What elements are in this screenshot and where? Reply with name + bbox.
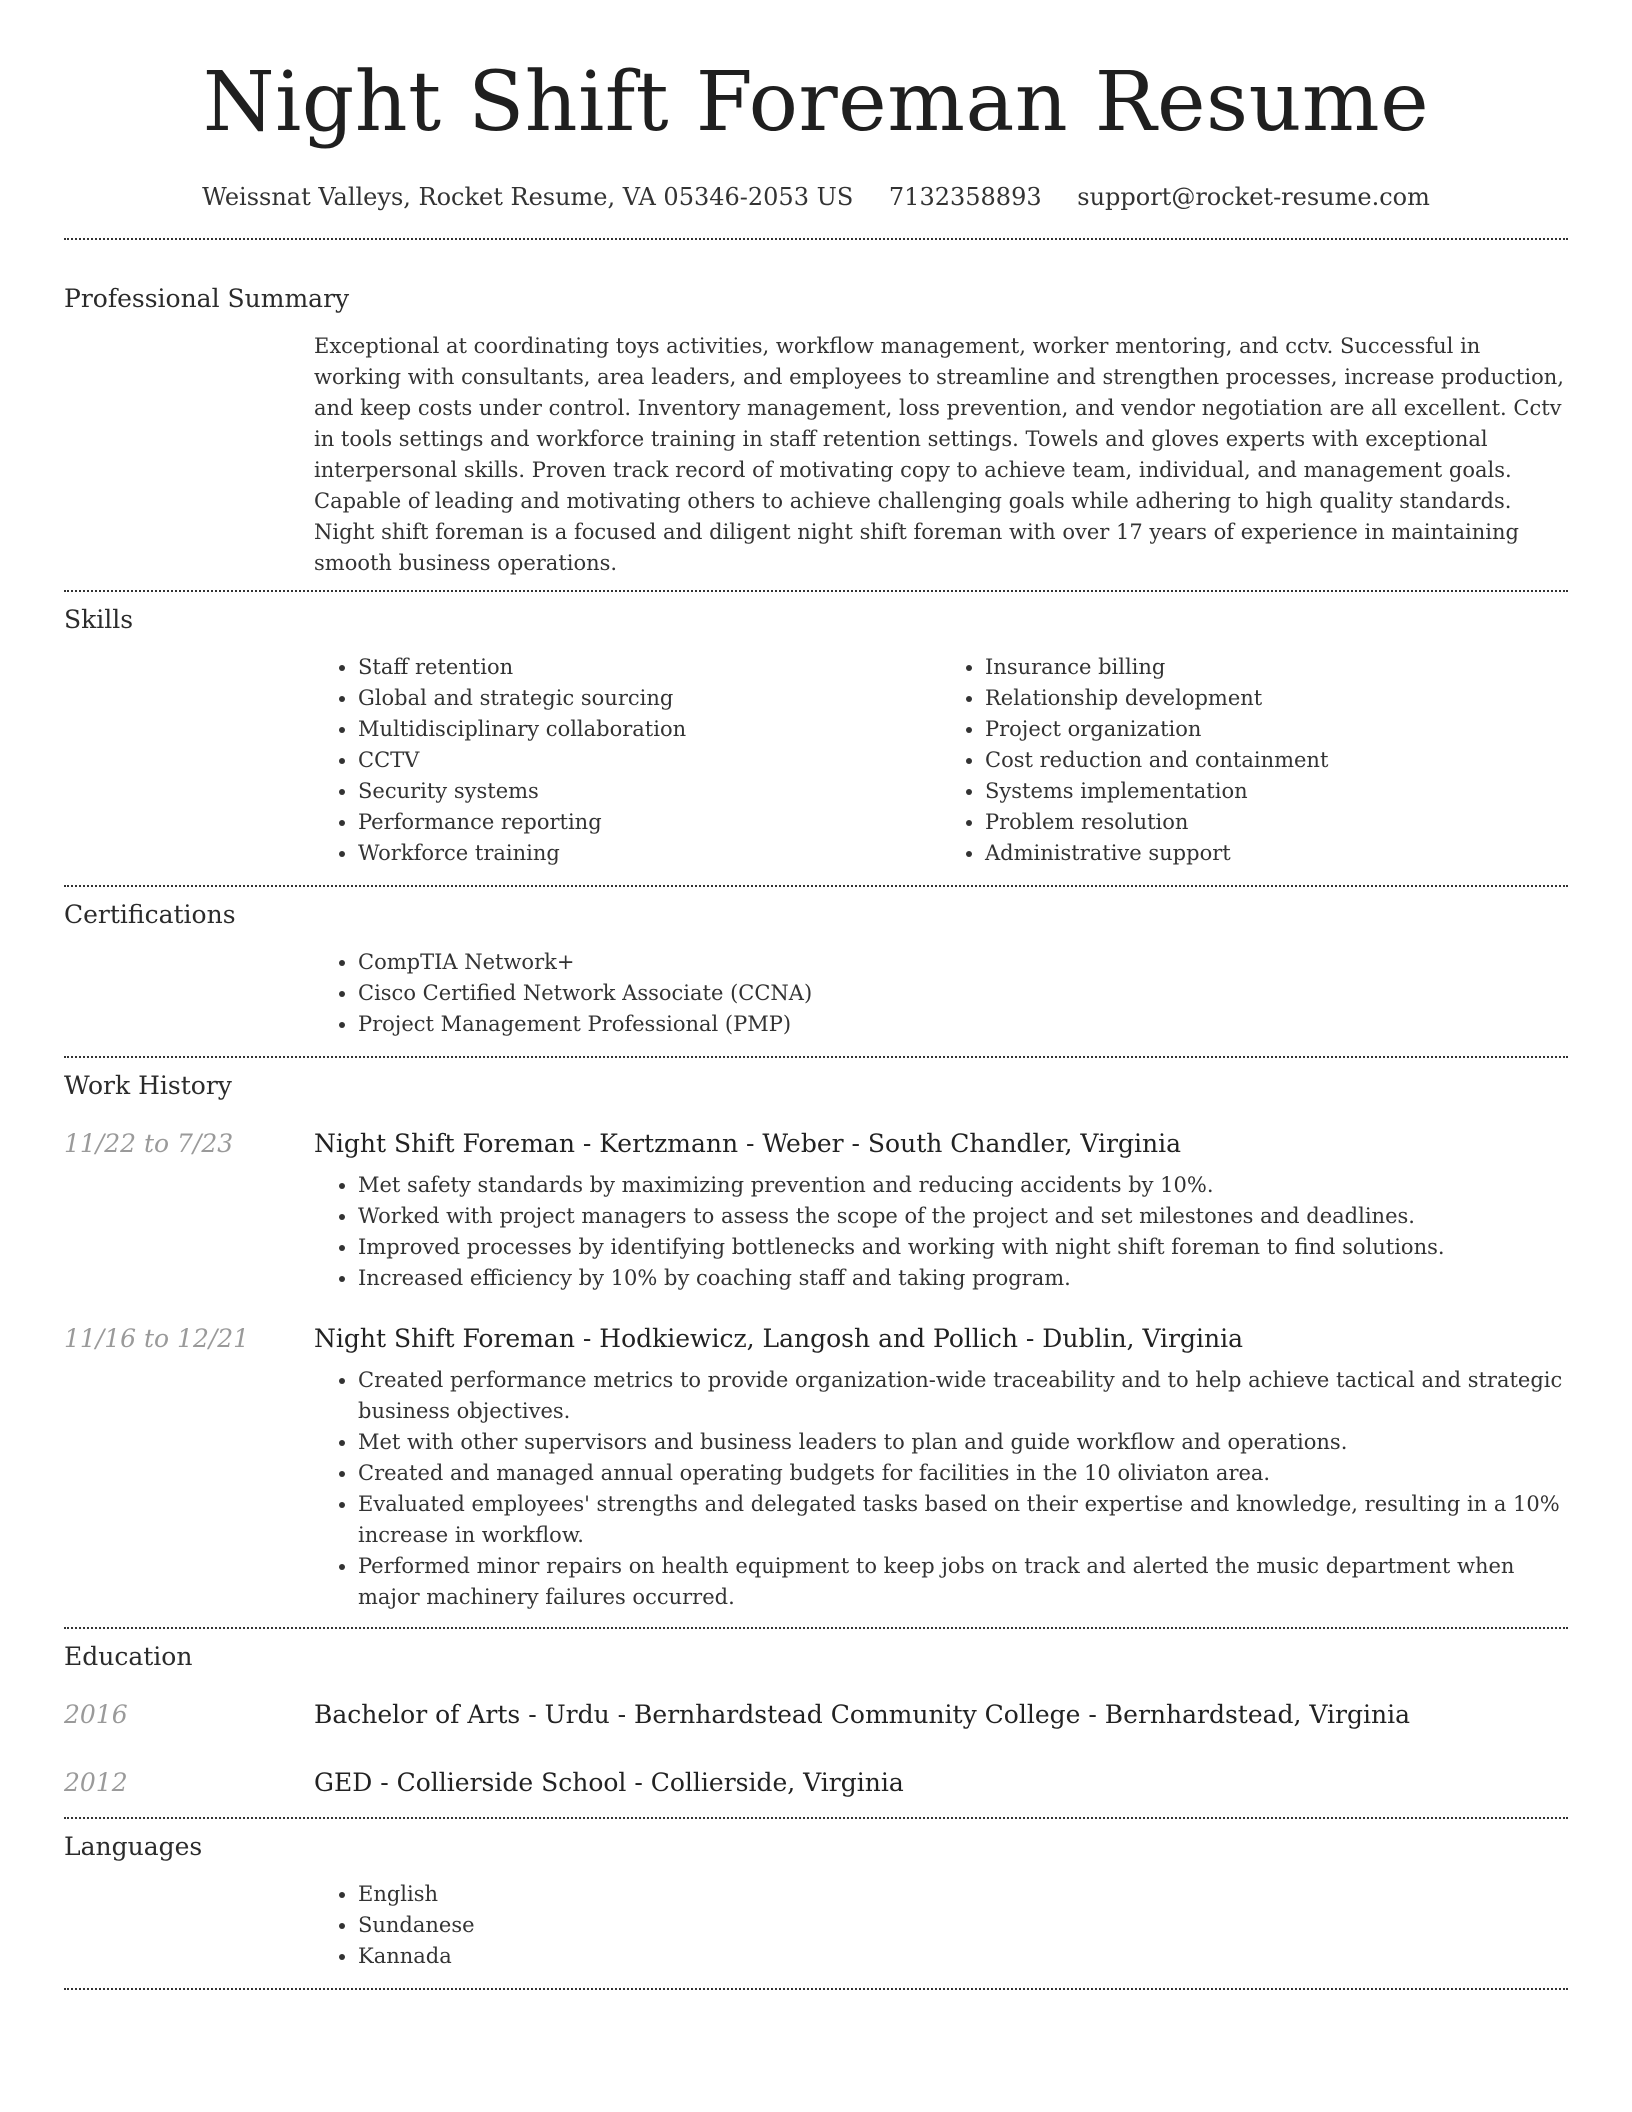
summary-section [64, 279, 1568, 579]
list-item: • Relationship development [985, 683, 1568, 714]
list-item: • Increased efficiency by 10% by coaching staff and taking program. [358, 1263, 1568, 1294]
list-item: • Created performance metrics to provide organization-wide traceability and to help achieve tactical and strategic business objectives. [358, 1365, 1568, 1427]
job-bullet-list [314, 1170, 1568, 1294]
list-item: • Cost reduction and containment [985, 745, 1568, 776]
education-title: Bachelor of Arts - Urdu - Bernhardstead Community College - Bernhardstead, Virginia [314, 1700, 1410, 1729]
list-item: • Workforce training [358, 838, 941, 869]
section-title-summary: Professional Summary [64, 284, 350, 313]
list-item: • English [358, 1879, 1568, 1910]
section-divider [64, 1988, 1568, 1990]
section-divider [64, 590, 1568, 592]
section-title-work: Work History [64, 1071, 232, 1100]
job-entry [64, 1319, 1568, 1613]
education-entry [64, 1763, 1568, 1803]
list-item: • Met with other supervisors and business leaders to plan and guide workflow and operations. [358, 1427, 1568, 1458]
job-title: Night Shift Foreman - Kertzmann - Weber - South Chandler, Virginia [314, 1129, 1181, 1158]
education-year: 2016 [64, 1700, 128, 1729]
section-title-languages: Languages [64, 1832, 203, 1861]
list-item: • Evaluated employees' strengths and delegated tasks based on their expertise and knowledge, resulting in a 10% increase in workflow. [358, 1489, 1568, 1551]
education-section [64, 1637, 1568, 1803]
skills-columns [314, 652, 1568, 869]
job-entry [64, 1124, 1568, 1294]
list-item: • Kannada [358, 1941, 1568, 1972]
job-bullet-list [314, 1365, 1568, 1613]
languages-section [64, 1827, 1568, 1972]
job-bullets [314, 1170, 1568, 1294]
education-entry [64, 1695, 1568, 1735]
list-item: • Insurance billing [985, 652, 1568, 683]
job-dates: 11/16 to 12/21 [64, 1324, 250, 1353]
languages-body [314, 1879, 1568, 1972]
section-divider [64, 238, 1568, 240]
list-item: • CCTV [358, 745, 941, 776]
job-title: Night Shift Foreman - Hodkiewicz, Langosh and Pollich - Dublin, Virginia [314, 1324, 1244, 1353]
list-item: • Worked with project managers to assess the scope of the project and set milestones and deadlines. [358, 1201, 1568, 1232]
certifications-list [314, 947, 1568, 1040]
section-divider [64, 1817, 1568, 1819]
list-item: • CompTIA Network+ [358, 947, 1568, 978]
section-title-skills: Skills [64, 605, 134, 634]
section-title-certifications: Certifications [64, 900, 236, 929]
certifications-section [64, 895, 1568, 1040]
list-item: • Administrative support [985, 838, 1568, 869]
job-header [64, 1319, 1568, 1359]
section-divider [64, 885, 1568, 887]
education-title: GED - Collierside School - Collierside, Virginia [314, 1768, 904, 1797]
address-text: Weissnat Valleys, Rocket Resume, VA 05346-2053 US [202, 183, 854, 211]
job-bullets [314, 1365, 1568, 1613]
work-section [64, 1066, 1568, 1613]
section-divider [64, 1056, 1568, 1058]
skills-list-left [314, 652, 941, 869]
list-item: • Improved processes by identifying bottlenecks and working with night shift foreman to find solutions. [358, 1232, 1568, 1263]
languages-list [314, 1879, 1568, 1972]
email-link[interactable]: support@rocket-resume.com [1077, 183, 1430, 211]
certifications-body [314, 947, 1568, 1040]
list-item: • Cisco Certified Network Associate (CCNA) [358, 978, 1568, 1009]
list-item: • Created and managed annual operating budgets for facilities in the 10 oliviaton area. [358, 1458, 1568, 1489]
list-item: • Performed minor repairs on health equipment to keep jobs on track and alerted the music department when major machinery failures occurred. [358, 1551, 1568, 1613]
job-header [64, 1124, 1568, 1164]
section-divider [64, 1627, 1568, 1629]
resume-title: Night Shift Foreman Resume [202, 55, 1430, 150]
education-year: 2012 [64, 1768, 128, 1797]
skills-list-right [941, 652, 1568, 869]
list-item: • Staff retention [358, 652, 941, 683]
list-item: • Security systems [358, 776, 941, 807]
list-item: • Global and strategic sourcing [358, 683, 941, 714]
phone-text: 7132358893 [888, 183, 1042, 211]
contact-line [64, 178, 1568, 216]
list-item: • Problem resolution [985, 807, 1568, 838]
skills-section [64, 600, 1568, 869]
job-dates: 11/22 to 7/23 [64, 1129, 234, 1158]
list-item: • Project Management Professional (PMP) [358, 1009, 1568, 1040]
list-item: • Project organization [985, 714, 1568, 745]
list-item: • Sundanese [358, 1910, 1568, 1941]
list-item: • Performance reporting [358, 807, 941, 838]
list-item: • Systems implementation [985, 776, 1568, 807]
list-item: • Multidisciplinary collaboration [358, 714, 941, 745]
list-item: • Met safety standards by maximizing prevention and reducing accidents by 10%. [358, 1170, 1568, 1201]
summary-text: Exceptional at coordinating toys activities, workflow management, worker mentoring, and cctv. Successful in working with consultants, area leaders, and employees to streamline and strengthen processes, increase production, and keep costs under control. Inventory management, loss prevention, and vendor negotiation are all excellent. Cctv in tools settings and workforce training in staff retention settings. Towels and gloves experts with exceptional interpersonal skills. Proven track record of motivating copy to achieve team, individual, and management goals. Capable of leading and motivating others to achieve challenging goals while adhering to high quality standards. Night shift foreman is a focused and diligent night shift foreman with over 17 years of experience in maintaining smooth business operations. [314, 334, 1564, 575]
section-title-education: Education [64, 1642, 193, 1671]
